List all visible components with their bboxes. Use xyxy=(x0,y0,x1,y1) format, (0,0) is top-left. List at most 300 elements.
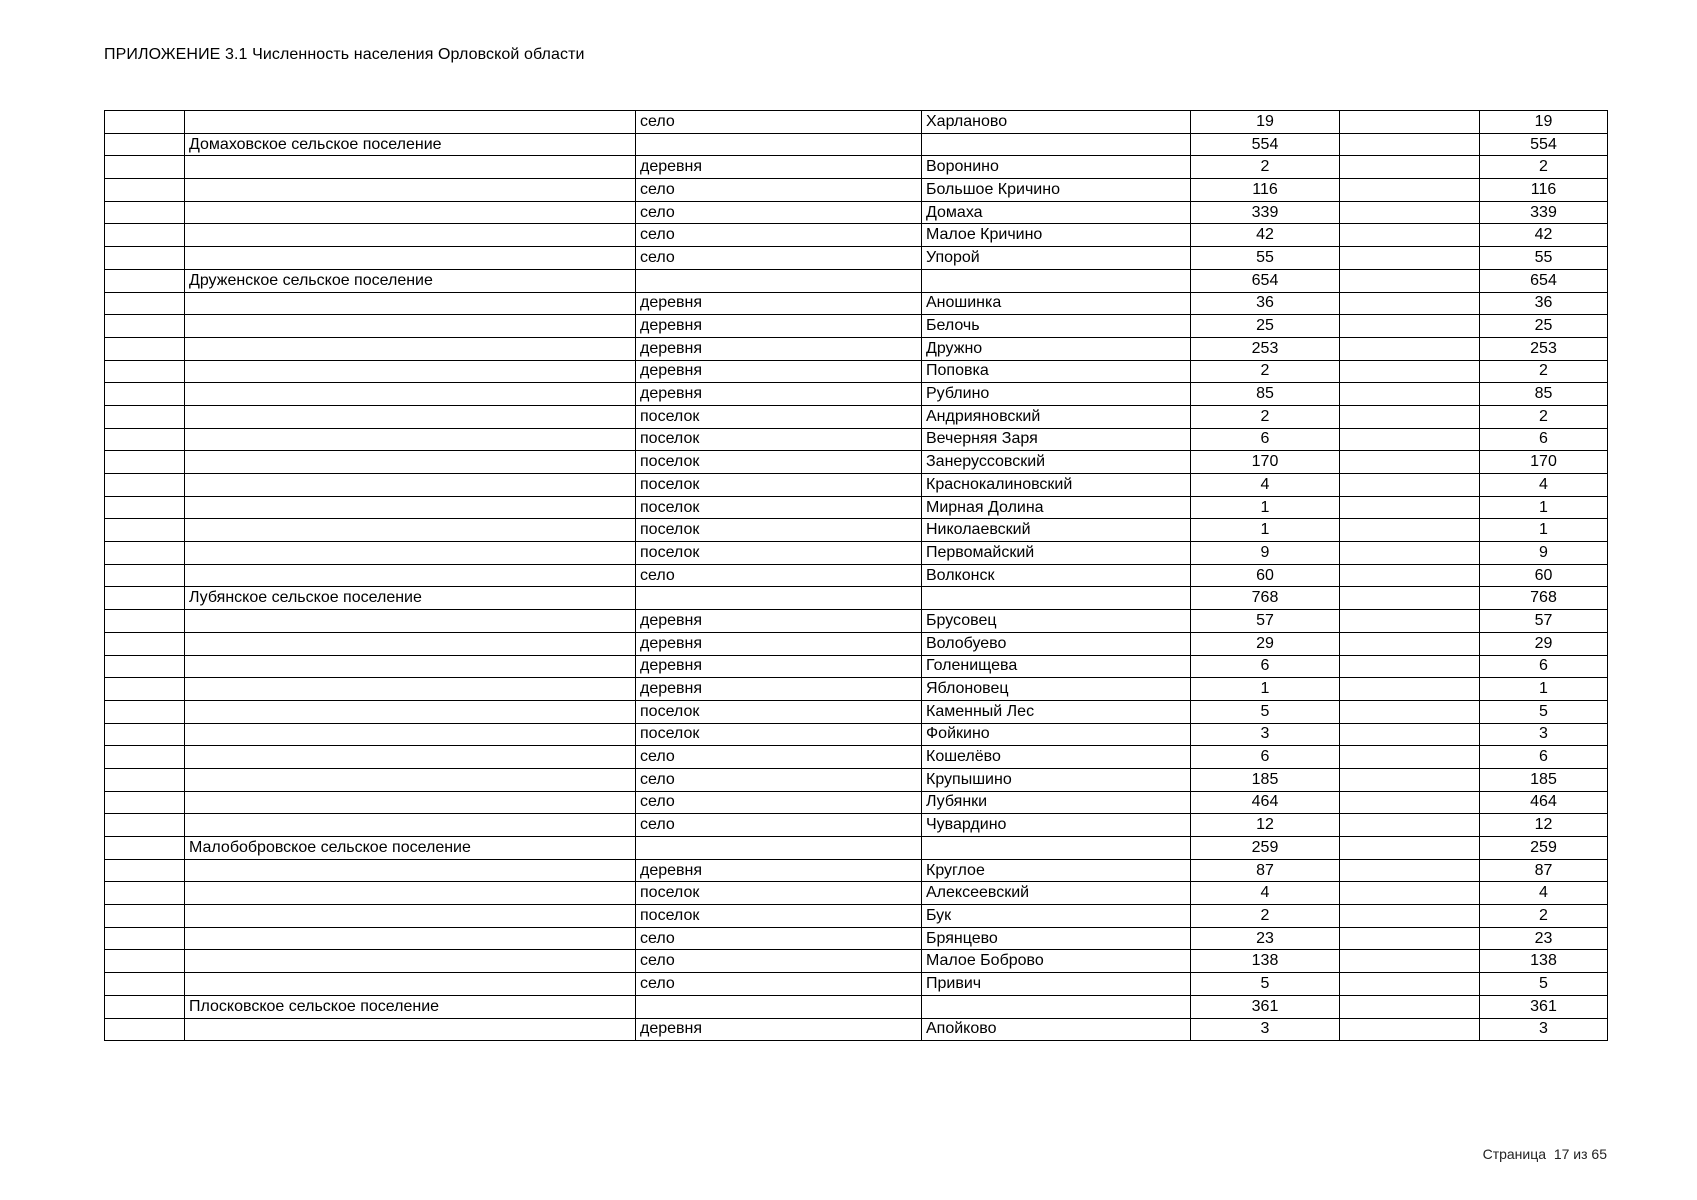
district-cell xyxy=(105,723,185,746)
type-cell xyxy=(636,837,922,860)
district-cell xyxy=(105,950,185,973)
district-cell xyxy=(105,405,185,428)
type-cell: деревня xyxy=(636,632,922,655)
total-population-cell: 4 xyxy=(1191,882,1340,905)
settlement-cell: Лубянское сельское поселение xyxy=(185,587,636,610)
rural-population-cell: 5 xyxy=(1480,700,1608,723)
settlement-cell xyxy=(185,496,636,519)
settlement-cell xyxy=(185,474,636,497)
table-row xyxy=(105,133,1608,156)
table-row xyxy=(105,269,1608,292)
type-cell: поселок xyxy=(636,405,922,428)
table-body xyxy=(105,111,1608,1041)
urban-population-cell xyxy=(1340,882,1480,905)
district-cell xyxy=(105,292,185,315)
rural-population-cell: 3 xyxy=(1480,723,1608,746)
table-row xyxy=(105,678,1608,701)
district-cell xyxy=(105,474,185,497)
table-row xyxy=(105,111,1608,134)
total-population-cell: 12 xyxy=(1191,814,1340,837)
total-population-cell: 4 xyxy=(1191,474,1340,497)
table-row xyxy=(105,927,1608,950)
locality-name-cell: Волконск xyxy=(922,564,1191,587)
district-cell xyxy=(105,905,185,928)
urban-population-cell xyxy=(1340,610,1480,633)
locality-name-cell: Домаха xyxy=(922,201,1191,224)
rural-population-cell: 42 xyxy=(1480,224,1608,247)
locality-name-cell: Занеруссовский xyxy=(922,451,1191,474)
urban-population-cell xyxy=(1340,269,1480,292)
district-cell xyxy=(105,678,185,701)
rural-population-cell: 138 xyxy=(1480,950,1608,973)
urban-population-cell xyxy=(1340,360,1480,383)
district-cell xyxy=(105,542,185,565)
urban-population-cell xyxy=(1340,791,1480,814)
type-cell: село xyxy=(636,201,922,224)
type-cell: село xyxy=(636,973,922,996)
settlement-cell: Домаховское сельское поселение xyxy=(185,133,636,156)
settlement-cell: Плосковское сельское поселение xyxy=(185,995,636,1018)
total-population-cell: 25 xyxy=(1191,315,1340,338)
type-cell: деревня xyxy=(636,610,922,633)
rural-population-cell: 9 xyxy=(1480,542,1608,565)
total-population-cell: 6 xyxy=(1191,746,1340,769)
urban-population-cell xyxy=(1340,905,1480,928)
type-cell: село xyxy=(636,564,922,587)
locality-name-cell: Апойково xyxy=(922,1018,1191,1041)
total-population-cell: 57 xyxy=(1191,610,1340,633)
table-row xyxy=(105,655,1608,678)
district-cell xyxy=(105,587,185,610)
settlement-cell xyxy=(185,337,636,360)
settlement-cell xyxy=(185,859,636,882)
settlement-cell xyxy=(185,292,636,315)
settlement-cell xyxy=(185,542,636,565)
rural-population-cell: 259 xyxy=(1480,837,1608,860)
table-row xyxy=(105,496,1608,519)
locality-name-cell xyxy=(922,587,1191,610)
settlement-cell xyxy=(185,360,636,383)
urban-population-cell xyxy=(1340,995,1480,1018)
type-cell: село xyxy=(636,768,922,791)
rural-population-cell: 12 xyxy=(1480,814,1608,837)
total-population-cell: 464 xyxy=(1191,791,1340,814)
locality-name-cell: Чувардино xyxy=(922,814,1191,837)
urban-population-cell xyxy=(1340,179,1480,202)
total-population-cell: 29 xyxy=(1191,632,1340,655)
locality-name-cell: Большое Кричино xyxy=(922,179,1191,202)
district-cell xyxy=(105,973,185,996)
district-cell xyxy=(105,768,185,791)
settlement-cell xyxy=(185,451,636,474)
type-cell: село xyxy=(636,814,922,837)
table-row xyxy=(105,700,1608,723)
type-cell: село xyxy=(636,950,922,973)
settlement-cell: Малобобровское сельское поселение xyxy=(185,837,636,860)
settlement-cell xyxy=(185,950,636,973)
table-row xyxy=(105,542,1608,565)
page-number: 17 xyxy=(1553,1146,1570,1162)
district-cell xyxy=(105,496,185,519)
type-cell: поселок xyxy=(636,519,922,542)
district-cell xyxy=(105,814,185,837)
table-row xyxy=(105,950,1608,973)
rural-population-cell: 116 xyxy=(1480,179,1608,202)
total-population-cell: 23 xyxy=(1191,927,1340,950)
type-cell: деревня xyxy=(636,678,922,701)
rural-population-cell: 6 xyxy=(1480,655,1608,678)
table-row xyxy=(105,1018,1608,1041)
table-row xyxy=(105,360,1608,383)
rural-population-cell: 2 xyxy=(1480,360,1608,383)
total-population-cell: 6 xyxy=(1191,428,1340,451)
locality-name-cell: Андрияновский xyxy=(922,405,1191,428)
type-cell: поселок xyxy=(636,428,922,451)
locality-name-cell: Привич xyxy=(922,973,1191,996)
district-cell xyxy=(105,201,185,224)
district-cell xyxy=(105,111,185,134)
district-cell xyxy=(105,1018,185,1041)
rural-population-cell: 170 xyxy=(1480,451,1608,474)
total-population-cell: 87 xyxy=(1191,859,1340,882)
rural-population-cell: 5 xyxy=(1480,973,1608,996)
urban-population-cell xyxy=(1340,519,1480,542)
settlement-cell xyxy=(185,973,636,996)
rural-population-cell: 4 xyxy=(1480,882,1608,905)
district-cell xyxy=(105,428,185,451)
urban-population-cell xyxy=(1340,587,1480,610)
total-population-cell: 85 xyxy=(1191,383,1340,406)
locality-name-cell: Белочь xyxy=(922,315,1191,338)
table-row xyxy=(105,882,1608,905)
total-population-cell: 768 xyxy=(1191,587,1340,610)
total-population-cell: 339 xyxy=(1191,201,1340,224)
page-title: ПРИЛОЖЕНИЕ 3.1 Численность населения Орловской области xyxy=(104,46,585,63)
locality-name-cell: Лубянки xyxy=(922,791,1191,814)
district-cell xyxy=(105,247,185,270)
total-population-cell: 654 xyxy=(1191,269,1340,292)
locality-name-cell: Волобуево xyxy=(922,632,1191,655)
settlement-cell xyxy=(185,247,636,270)
table-row xyxy=(105,247,1608,270)
district-cell xyxy=(105,315,185,338)
type-cell: деревня xyxy=(636,383,922,406)
district-cell xyxy=(105,383,185,406)
settlement-cell xyxy=(185,111,636,134)
locality-name-cell xyxy=(922,837,1191,860)
urban-population-cell xyxy=(1340,247,1480,270)
rural-population-cell: 87 xyxy=(1480,859,1608,882)
population-table xyxy=(104,110,1608,1041)
type-cell: поселок xyxy=(636,905,922,928)
locality-name-cell: Яблоновец xyxy=(922,678,1191,701)
total-population-cell: 1 xyxy=(1191,496,1340,519)
urban-population-cell xyxy=(1340,474,1480,497)
rural-population-cell: 25 xyxy=(1480,315,1608,338)
table-row xyxy=(105,632,1608,655)
table-row xyxy=(105,814,1608,837)
district-cell xyxy=(105,451,185,474)
settlement-cell xyxy=(185,882,636,905)
rural-population-cell: 85 xyxy=(1480,383,1608,406)
locality-name-cell: Брусовец xyxy=(922,610,1191,633)
type-cell: поселок xyxy=(636,474,922,497)
total-population-cell: 9 xyxy=(1191,542,1340,565)
settlement-cell xyxy=(185,927,636,950)
rural-population-cell: 1 xyxy=(1480,519,1608,542)
total-population-cell: 259 xyxy=(1191,837,1340,860)
locality-name-cell: Каменный Лес xyxy=(922,700,1191,723)
settlement-cell xyxy=(185,383,636,406)
district-cell xyxy=(105,837,185,860)
type-cell: поселок xyxy=(636,451,922,474)
settlement-cell xyxy=(185,655,636,678)
type-cell: поселок xyxy=(636,542,922,565)
urban-population-cell xyxy=(1340,814,1480,837)
table-row xyxy=(105,859,1608,882)
rural-population-cell: 19 xyxy=(1480,111,1608,134)
urban-population-cell xyxy=(1340,383,1480,406)
district-cell xyxy=(105,791,185,814)
district-cell xyxy=(105,360,185,383)
settlement-cell xyxy=(185,791,636,814)
type-cell: деревня xyxy=(636,315,922,338)
district-cell xyxy=(105,882,185,905)
table-row xyxy=(105,905,1608,928)
locality-name-cell: Дружно xyxy=(922,337,1191,360)
total-population-cell: 2 xyxy=(1191,405,1340,428)
settlement-cell xyxy=(185,405,636,428)
rural-population-cell: 1 xyxy=(1480,678,1608,701)
locality-name-cell: Рублино xyxy=(922,383,1191,406)
settlement-cell xyxy=(185,179,636,202)
table-row xyxy=(105,451,1608,474)
type-cell: деревня xyxy=(636,360,922,383)
rural-population-cell: 185 xyxy=(1480,768,1608,791)
table-row xyxy=(105,837,1608,860)
table-row xyxy=(105,224,1608,247)
type-cell xyxy=(636,587,922,610)
district-cell xyxy=(105,632,185,655)
type-cell xyxy=(636,133,922,156)
table-row xyxy=(105,723,1608,746)
type-cell: село xyxy=(636,224,922,247)
type-cell: село xyxy=(636,746,922,769)
settlement-cell xyxy=(185,632,636,655)
rural-population-cell: 4 xyxy=(1480,474,1608,497)
settlement-cell xyxy=(185,768,636,791)
rural-population-cell: 60 xyxy=(1480,564,1608,587)
table-row xyxy=(105,405,1608,428)
rural-population-cell: 23 xyxy=(1480,927,1608,950)
urban-population-cell xyxy=(1340,723,1480,746)
type-cell: село xyxy=(636,927,922,950)
urban-population-cell xyxy=(1340,746,1480,769)
rural-population-cell: 1 xyxy=(1480,496,1608,519)
type-cell: деревня xyxy=(636,655,922,678)
rural-population-cell: 36 xyxy=(1480,292,1608,315)
table-row xyxy=(105,428,1608,451)
locality-name-cell: Кошелёво xyxy=(922,746,1191,769)
total-population-cell: 554 xyxy=(1191,133,1340,156)
settlement-cell xyxy=(185,746,636,769)
district-cell xyxy=(105,519,185,542)
urban-population-cell xyxy=(1340,542,1480,565)
locality-name-cell: Первомайский xyxy=(922,542,1191,565)
district-cell xyxy=(105,927,185,950)
table-row xyxy=(105,383,1608,406)
type-cell: деревня xyxy=(636,337,922,360)
total-population-cell: 253 xyxy=(1191,337,1340,360)
rural-population-cell: 6 xyxy=(1480,428,1608,451)
total-population-cell: 2 xyxy=(1191,905,1340,928)
table-row xyxy=(105,746,1608,769)
urban-population-cell xyxy=(1340,700,1480,723)
locality-name-cell: Брянцево xyxy=(922,927,1191,950)
total-population-cell: 42 xyxy=(1191,224,1340,247)
type-cell: поселок xyxy=(636,496,922,519)
table-row xyxy=(105,519,1608,542)
district-cell xyxy=(105,859,185,882)
district-cell xyxy=(105,564,185,587)
total-population-cell: 36 xyxy=(1191,292,1340,315)
locality-name-cell: Вечерняя Заря xyxy=(922,428,1191,451)
total-population-cell: 1 xyxy=(1191,678,1340,701)
rural-population-cell: 464 xyxy=(1480,791,1608,814)
table-row xyxy=(105,179,1608,202)
locality-name-cell xyxy=(922,269,1191,292)
total-pages: 65 xyxy=(1591,1146,1607,1162)
table-row xyxy=(105,587,1608,610)
total-population-cell: 185 xyxy=(1191,768,1340,791)
settlement-cell xyxy=(185,156,636,179)
total-population-cell: 6 xyxy=(1191,655,1340,678)
total-population-cell: 2 xyxy=(1191,156,1340,179)
table-row xyxy=(105,474,1608,497)
table-row xyxy=(105,201,1608,224)
rural-population-cell: 2 xyxy=(1480,905,1608,928)
urban-population-cell xyxy=(1340,201,1480,224)
settlement-cell xyxy=(185,678,636,701)
type-cell: поселок xyxy=(636,723,922,746)
type-cell: село xyxy=(636,791,922,814)
urban-population-cell xyxy=(1340,859,1480,882)
table-row xyxy=(105,564,1608,587)
type-cell: поселок xyxy=(636,882,922,905)
urban-population-cell xyxy=(1340,451,1480,474)
page-label: Страница xyxy=(1482,1146,1547,1162)
rural-population-cell: 768 xyxy=(1480,587,1608,610)
district-cell xyxy=(105,224,185,247)
settlement-cell xyxy=(185,905,636,928)
settlement-cell xyxy=(185,814,636,837)
urban-population-cell xyxy=(1340,768,1480,791)
total-population-cell: 116 xyxy=(1191,179,1340,202)
total-population-cell: 2 xyxy=(1191,360,1340,383)
district-cell xyxy=(105,133,185,156)
type-cell: деревня xyxy=(636,156,922,179)
locality-name-cell xyxy=(922,995,1191,1018)
locality-name-cell: Круглое xyxy=(922,859,1191,882)
rural-population-cell: 3 xyxy=(1480,1018,1608,1041)
settlement-cell xyxy=(185,1018,636,1041)
urban-population-cell xyxy=(1340,111,1480,134)
district-cell xyxy=(105,995,185,1018)
of-label: из xyxy=(1573,1146,1588,1162)
settlement-cell xyxy=(185,610,636,633)
settlement-cell xyxy=(185,723,636,746)
total-population-cell: 1 xyxy=(1191,519,1340,542)
table-row xyxy=(105,791,1608,814)
locality-name-cell: Малое Кричино xyxy=(922,224,1191,247)
total-population-cell: 5 xyxy=(1191,973,1340,996)
urban-population-cell xyxy=(1340,496,1480,519)
district-cell xyxy=(105,746,185,769)
urban-population-cell xyxy=(1340,1018,1480,1041)
table-row xyxy=(105,337,1608,360)
total-population-cell: 361 xyxy=(1191,995,1340,1018)
locality-name-cell: Краснокалиновский xyxy=(922,474,1191,497)
table-row xyxy=(105,315,1608,338)
rural-population-cell: 2 xyxy=(1480,156,1608,179)
type-cell: село xyxy=(636,247,922,270)
urban-population-cell xyxy=(1340,837,1480,860)
urban-population-cell xyxy=(1340,927,1480,950)
type-cell: деревня xyxy=(636,1018,922,1041)
locality-name-cell: Фойкино xyxy=(922,723,1191,746)
total-population-cell: 3 xyxy=(1191,723,1340,746)
urban-population-cell xyxy=(1340,950,1480,973)
type-cell: село xyxy=(636,179,922,202)
total-population-cell: 170 xyxy=(1191,451,1340,474)
table-row xyxy=(105,610,1608,633)
urban-population-cell xyxy=(1340,655,1480,678)
locality-name-cell: Упорой xyxy=(922,247,1191,270)
settlement-cell xyxy=(185,201,636,224)
locality-name-cell: Бук xyxy=(922,905,1191,928)
rural-population-cell: 55 xyxy=(1480,247,1608,270)
type-cell: поселок xyxy=(636,700,922,723)
table-row xyxy=(105,768,1608,791)
locality-name-cell: Малое Боброво xyxy=(922,950,1191,973)
locality-name-cell: Харланово xyxy=(922,111,1191,134)
district-cell xyxy=(105,610,185,633)
type-cell: деревня xyxy=(636,859,922,882)
locality-name-cell: Голенищева xyxy=(922,655,1191,678)
urban-population-cell xyxy=(1340,428,1480,451)
locality-name-cell xyxy=(922,133,1191,156)
locality-name-cell: Крупышино xyxy=(922,768,1191,791)
rural-population-cell: 654 xyxy=(1480,269,1608,292)
type-cell xyxy=(636,269,922,292)
urban-population-cell xyxy=(1340,337,1480,360)
rural-population-cell: 29 xyxy=(1480,632,1608,655)
district-cell xyxy=(105,655,185,678)
total-population-cell: 19 xyxy=(1191,111,1340,134)
locality-name-cell: Мирная Долина xyxy=(922,496,1191,519)
urban-population-cell xyxy=(1340,405,1480,428)
rural-population-cell: 57 xyxy=(1480,610,1608,633)
settlement-cell xyxy=(185,519,636,542)
urban-population-cell xyxy=(1340,632,1480,655)
district-cell xyxy=(105,156,185,179)
urban-population-cell xyxy=(1340,564,1480,587)
settlement-cell xyxy=(185,428,636,451)
locality-name-cell: Аношинка xyxy=(922,292,1191,315)
type-cell xyxy=(636,995,922,1018)
district-cell xyxy=(105,337,185,360)
rural-population-cell: 2 xyxy=(1480,405,1608,428)
